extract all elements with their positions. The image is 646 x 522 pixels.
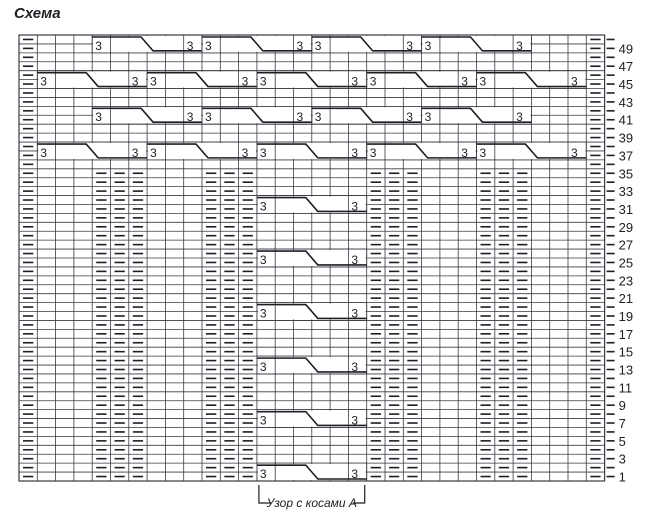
row-number: 11 (618, 380, 633, 396)
row-number: 15 (618, 344, 634, 360)
row-number: 7 (618, 416, 626, 432)
row-number: 43 (618, 94, 634, 110)
cable-count-left: 3 (259, 413, 267, 428)
row-number: 25 (618, 255, 634, 271)
chart-title: Схема (14, 5, 61, 22)
cable-count-right: 3 (351, 413, 359, 428)
row-number: 35 (618, 166, 634, 182)
cable-count-left: 3 (259, 145, 267, 160)
cable-count-left: 3 (259, 359, 267, 374)
cable-count-right: 3 (571, 145, 578, 160)
cable-count-right: 3 (351, 467, 359, 481)
cable-count-left: 3 (205, 110, 212, 125)
cable-count-left: 3 (259, 252, 267, 267)
cable-count-left: 3 (95, 38, 102, 53)
row-number: 23 (618, 273, 634, 289)
row-number: 39 (618, 130, 634, 146)
cable-count-right: 3 (571, 74, 578, 89)
cable-count-right: 3 (461, 74, 468, 89)
cable-count-left: 3 (40, 74, 47, 89)
cable-count-right: 3 (296, 38, 304, 53)
cable-count-left: 3 (40, 145, 47, 160)
row-number: 31 (618, 201, 634, 217)
cable-count-left: 3 (259, 199, 267, 214)
row-number: 5 (618, 433, 626, 449)
cable-count-left: 3 (259, 467, 267, 481)
row-number: 37 (618, 148, 634, 164)
cable-count-right: 3 (516, 110, 523, 125)
row-number: 45 (618, 77, 634, 93)
row-number: 41 (618, 112, 634, 128)
row-number: 21 (618, 291, 634, 307)
cable-count-left: 3 (150, 74, 157, 89)
cable-count-left: 3 (369, 74, 377, 89)
cable-count-left: 3 (150, 145, 157, 160)
cable-count-right: 3 (296, 110, 304, 125)
cable-count-right: 3 (241, 74, 249, 89)
row-number: 33 (618, 184, 634, 200)
cable-count-right: 3 (351, 199, 359, 214)
row-number: 19 (618, 308, 634, 324)
cable-count-right: 3 (351, 252, 359, 267)
cable-count-left: 3 (314, 110, 322, 125)
row-number: 49 (618, 41, 634, 57)
bracket-label: Узор с косами А (266, 496, 357, 510)
cable-count-left: 3 (369, 145, 377, 160)
row-number: 17 (618, 326, 634, 342)
cable-count-left: 3 (314, 38, 322, 53)
cable-count-left: 3 (479, 74, 487, 89)
row-number: 3 (618, 451, 626, 467)
cable-count-right: 3 (241, 145, 249, 160)
cable-count-right: 3 (186, 38, 194, 53)
cable-count-right: 3 (351, 74, 359, 89)
cable-count-right: 3 (351, 145, 359, 160)
cable-count-right: 3 (406, 110, 413, 125)
row-number: 13 (618, 362, 634, 378)
cable-count-right: 3 (131, 74, 139, 89)
row-number: 9 (618, 398, 626, 414)
cable-count-left: 3 (205, 38, 212, 53)
cable-count-right: 3 (131, 145, 139, 160)
cable-count-right: 3 (406, 38, 413, 53)
cable-count-right: 3 (516, 38, 523, 53)
row-number: 47 (618, 59, 634, 75)
row-number: 1 (618, 469, 626, 485)
cable-count-left: 3 (259, 306, 267, 321)
cable-count-left: 3 (259, 74, 267, 89)
cable-count-right: 3 (351, 359, 359, 374)
cable-count-left: 3 (479, 145, 487, 160)
cable-count-right: 3 (186, 110, 194, 125)
cable-count-right: 3 (351, 306, 359, 321)
cable-count-right: 3 (461, 145, 468, 160)
row-number: 29 (618, 219, 634, 235)
cable-count-left: 3 (424, 110, 432, 125)
cable-count-left: 3 (95, 110, 102, 125)
cable-count-left: 3 (424, 38, 432, 53)
row-number: 27 (618, 237, 634, 253)
